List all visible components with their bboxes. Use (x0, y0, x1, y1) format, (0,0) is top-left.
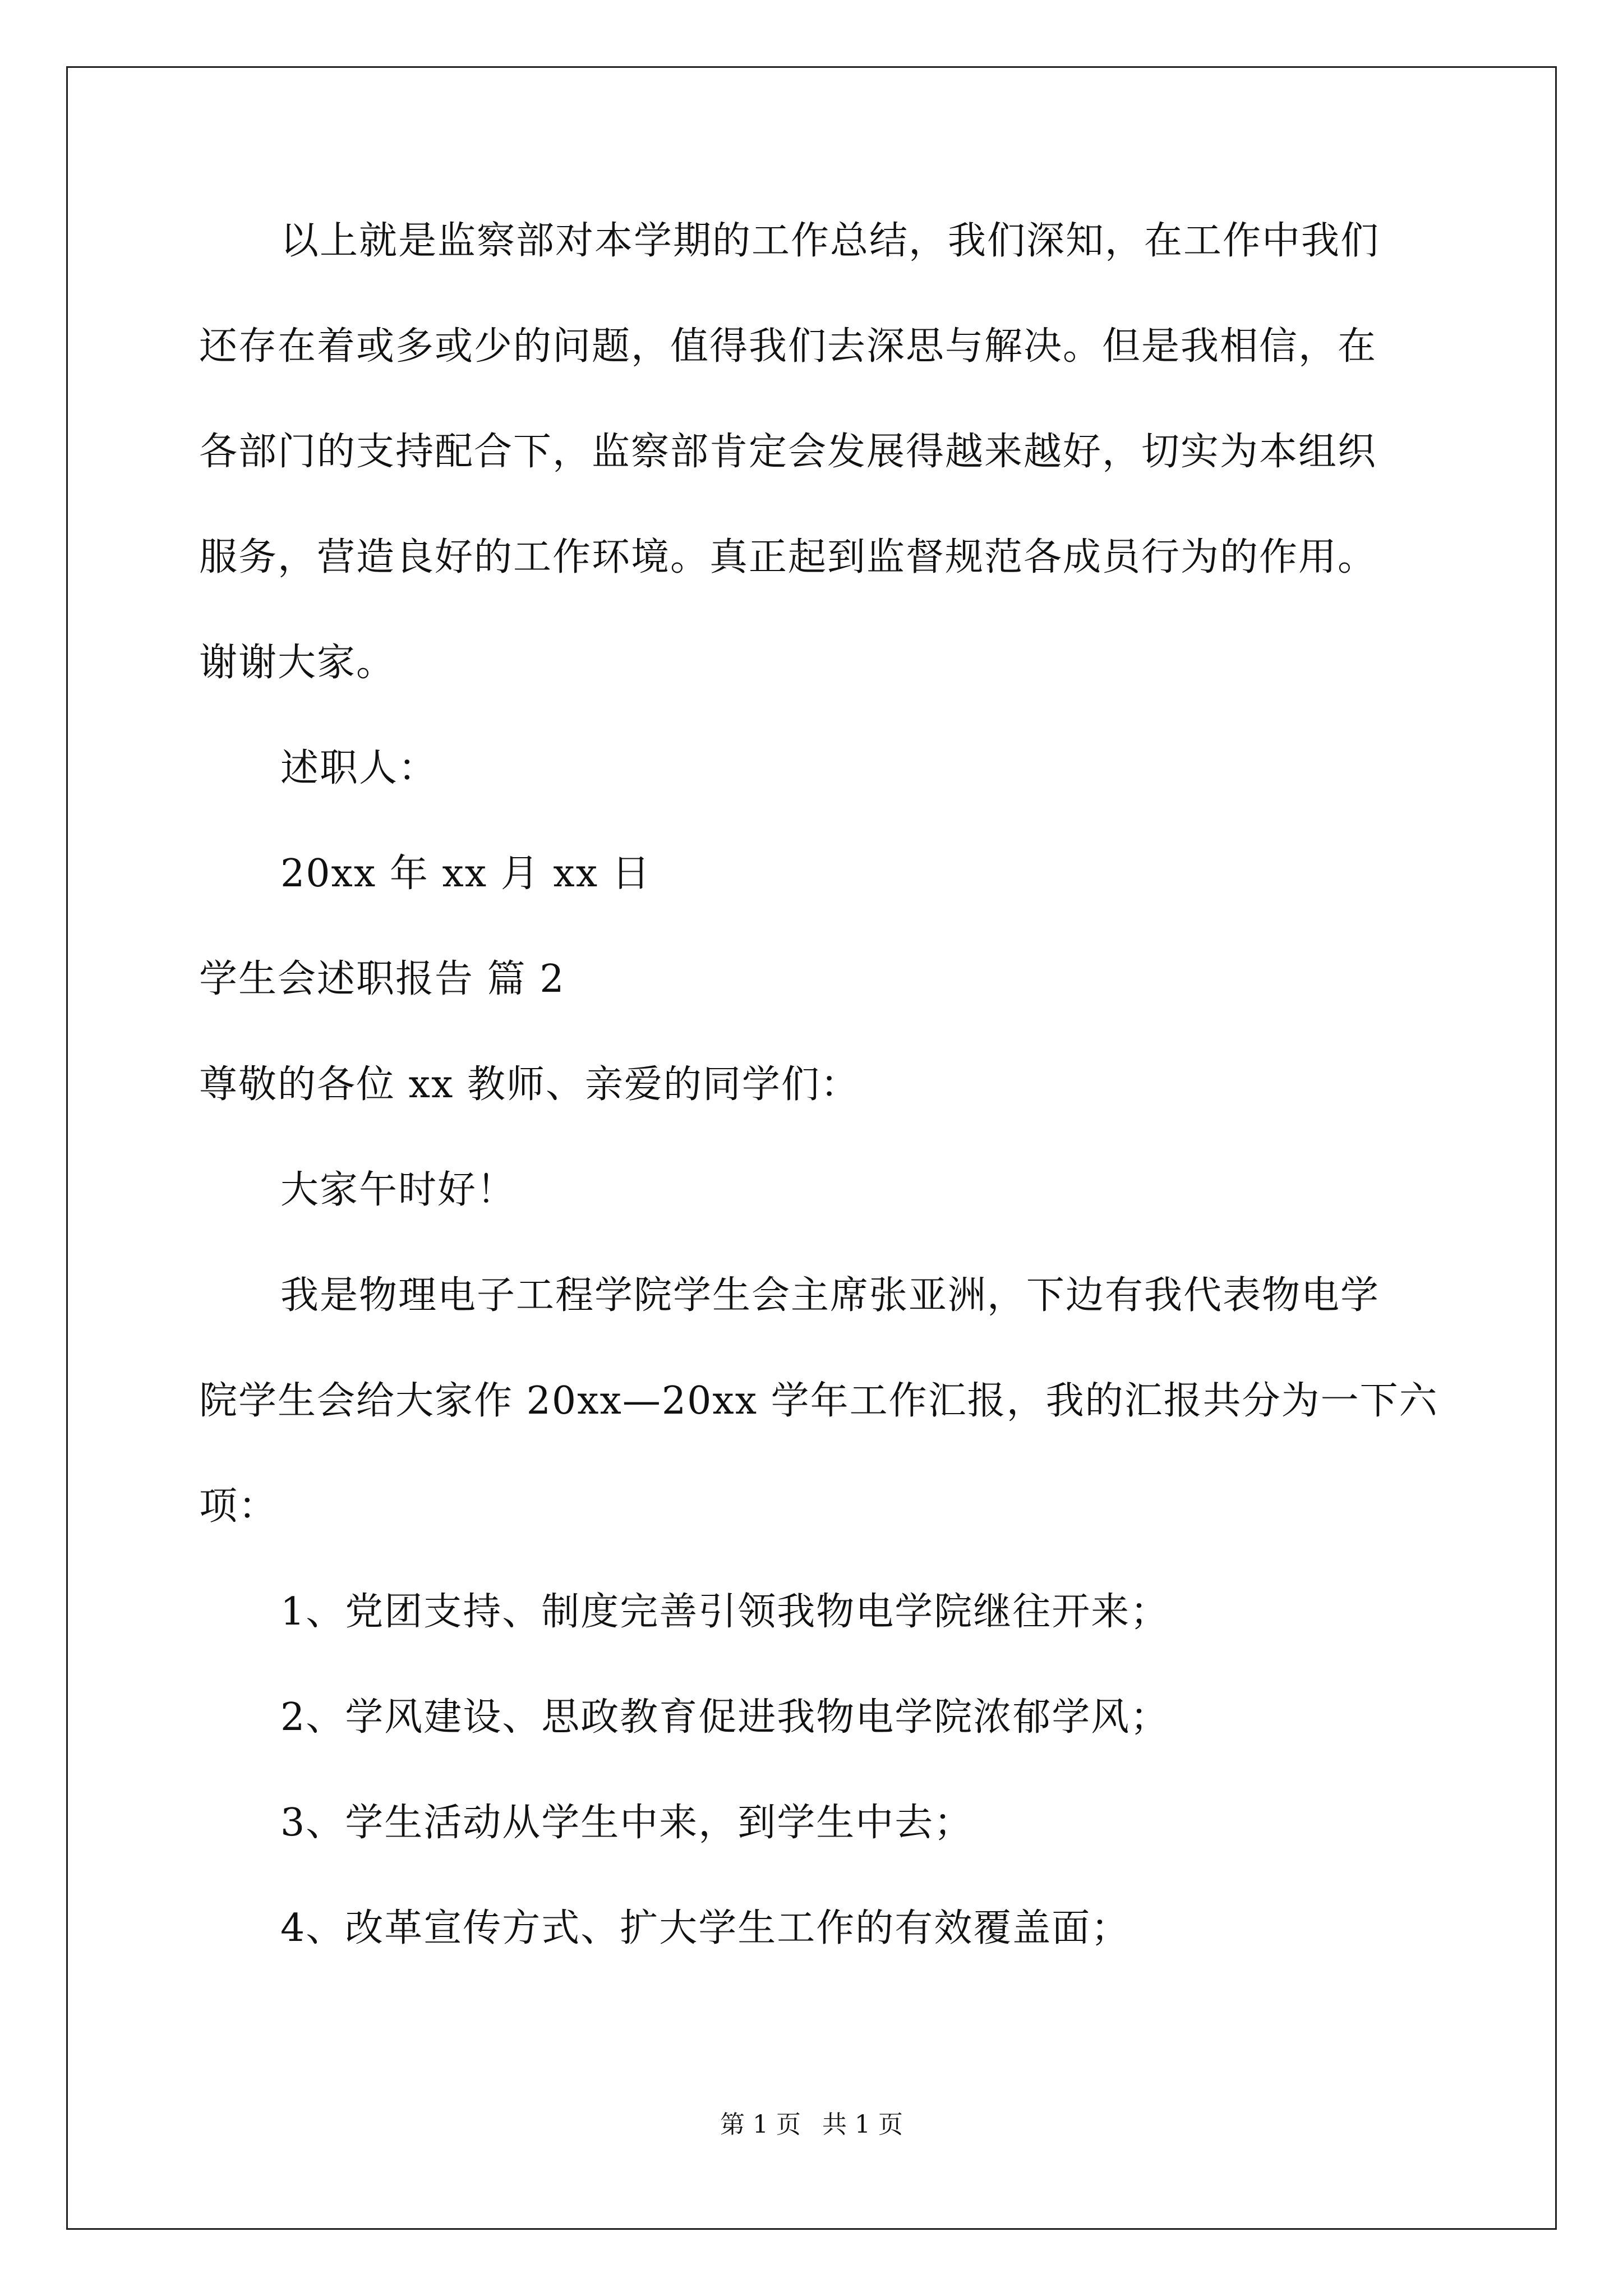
page-total: 共 1 页 (822, 2110, 903, 2139)
section-heading: 学生会述职报告 篇 2 (199, 957, 565, 1001)
page-number: 第 1 页 (720, 2110, 801, 2139)
paragraph-line: 以上就是监察部对本学期的工作总结，我们深知，在工作中我们 (280, 219, 1380, 263)
salutation: 尊敬的各位 xx 教师、亲爱的同学们： (199, 1062, 860, 1107)
list-item: 1、党团支持、制度完善引领我物电学院继往开来； (280, 1590, 1170, 1634)
paragraph-line: 项： (199, 1484, 278, 1529)
greeting: 大家午时好！ (280, 1168, 517, 1212)
signature-label: 述职人： (280, 746, 438, 790)
page-footer (0, 2108, 1623, 2142)
paragraph-line: 还存在着或多或少的问题，值得我们去深思与解决。但是我相信，在 (199, 324, 1377, 369)
paragraph-line: 各部门的支持配合下，监察部肯定会发展得越来越好，切实为本组织 (199, 430, 1377, 474)
date-line: 20xx 年 xx 月 xx 日 (280, 852, 651, 896)
paragraph-line: 院学生会给大家作 20xx—20xx 学年工作汇报，我的汇报共分为一下六 (199, 1379, 1438, 1423)
list-item: 3、学生活动从学生中来，到学生中去； (280, 1801, 974, 1845)
list-item: 2、学风建设、思政教育促进我物电学院浓郁学风； (280, 1695, 1170, 1740)
list-item: 4、改革宣传方式、扩大学生工作的有效覆盖面； (280, 1906, 1131, 1950)
paragraph-line: 谢谢大家。 (199, 641, 396, 685)
paragraph-line: 服务，营造良好的工作环境。真正起到监督规范各成员行为的作用。 (199, 535, 1377, 579)
paragraph-line: 我是物理电子工程学院学生会主席张亚洲，下边有我代表物电学 (280, 1273, 1380, 1318)
